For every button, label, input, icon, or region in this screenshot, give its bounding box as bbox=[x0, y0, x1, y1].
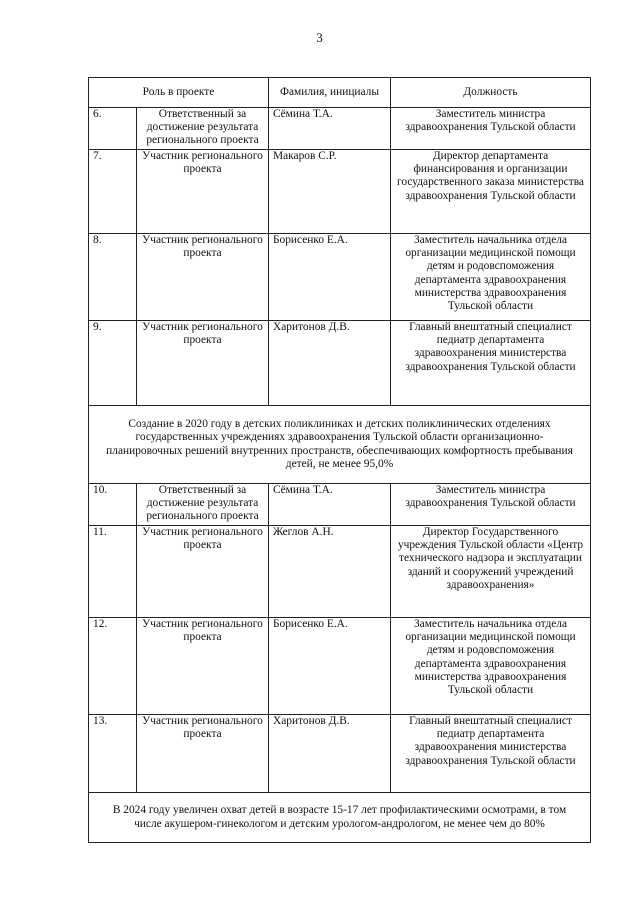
row-number: 9. bbox=[89, 321, 137, 406]
table-row bbox=[89, 715, 591, 793]
section-heading: В 2024 году увеличен охват детей в возрасте 15-17 лет профилактическими осмотрами, в том числе акушером-гинекологом и детским урологом-андрологом, не менее чем до 80% bbox=[89, 793, 591, 843]
row-name: Борисенко Е.А. bbox=[269, 618, 391, 715]
row-number: 13. bbox=[89, 715, 137, 793]
row-number: 6. bbox=[89, 108, 137, 150]
row-role: Участник регионального проекта bbox=[137, 150, 269, 234]
row-position: Заместитель начальника отдела организации медицинской помощи детям и родовспоможения департамента здравоохранения министерства здравоохранения Тульской области bbox=[391, 234, 591, 321]
row-role: Участник регионального проекта bbox=[137, 715, 269, 793]
header-position: Должность bbox=[391, 78, 591, 108]
section-row bbox=[89, 406, 591, 484]
row-position: Директор Государственного учреждения Тульской области «Центр технического надзора и эксплуатации зданий и сооружений учреждений здравоохранения» bbox=[391, 526, 591, 618]
row-number: 11. bbox=[89, 526, 137, 618]
row-position: Заместитель начальника отдела организации медицинской помощи детям и родовспоможения департамента здравоохранения министерства здравоохранения Тульской области bbox=[391, 618, 591, 715]
row-position: Главный внештатный специалист педиатр департамента здравоохранения министерства здравоохранения Тульской области bbox=[391, 321, 591, 406]
row-role: Участник регионального проекта bbox=[137, 234, 269, 321]
header-name: Фамилия, инициалы bbox=[269, 78, 391, 108]
table-row bbox=[89, 484, 591, 526]
section-heading: Создание в 2020 году в детских поликлиниках и детских поликлинических отделениях государственных учреждениях здравоохранения Тульской области организационно-планировочных решений внутренних пространств, обеспечивающих комфортность пребывания детей, не менее 95,0% bbox=[89, 406, 591, 484]
table-header-row bbox=[89, 78, 591, 108]
row-name: Жеглов А.Н. bbox=[269, 526, 391, 618]
row-role: Участник регионального проекта bbox=[137, 618, 269, 715]
participants-table bbox=[88, 77, 591, 843]
row-name: Харитонов Д.В. bbox=[269, 715, 391, 793]
table-row bbox=[89, 618, 591, 715]
row-role: Ответственный за достижение результата регионального проекта bbox=[137, 108, 269, 150]
page-number: 3 bbox=[316, 30, 323, 45]
table-row bbox=[89, 234, 591, 321]
row-name: Сёмина Т.А. bbox=[269, 108, 391, 150]
row-name: Сёмина Т.А. bbox=[269, 484, 391, 526]
table-row bbox=[89, 150, 591, 234]
row-number: 7. bbox=[89, 150, 137, 234]
row-position: Директор департамента финансирования и организации государственного заказа министерства здравоохранения Тульской области bbox=[391, 150, 591, 234]
row-number: 12. bbox=[89, 618, 137, 715]
row-name: Макаров С.Р. bbox=[269, 150, 391, 234]
row-number: 10. bbox=[89, 484, 137, 526]
header-role: Роль в проекте bbox=[89, 78, 269, 108]
row-number: 8. bbox=[89, 234, 137, 321]
row-name: Борисенко Е.А. bbox=[269, 234, 391, 321]
row-position: Заместитель министра здравоохранения Тульской области bbox=[391, 484, 591, 526]
row-role: Участник регионального проекта bbox=[137, 321, 269, 406]
row-role: Ответственный за достижение результата регионального проекта bbox=[137, 484, 269, 526]
row-position: Главный внештатный специалист педиатр департамента здравоохранения министерства здравоохранения Тульской области bbox=[391, 715, 591, 793]
row-position: Заместитель министра здравоохранения Тульской области bbox=[391, 108, 591, 150]
table-row bbox=[89, 321, 591, 406]
row-name: Харитонов Д.В. bbox=[269, 321, 391, 406]
section-row bbox=[89, 793, 591, 843]
table-row bbox=[89, 108, 591, 150]
table-row bbox=[89, 526, 591, 618]
row-role: Участник регионального проекта bbox=[137, 526, 269, 618]
